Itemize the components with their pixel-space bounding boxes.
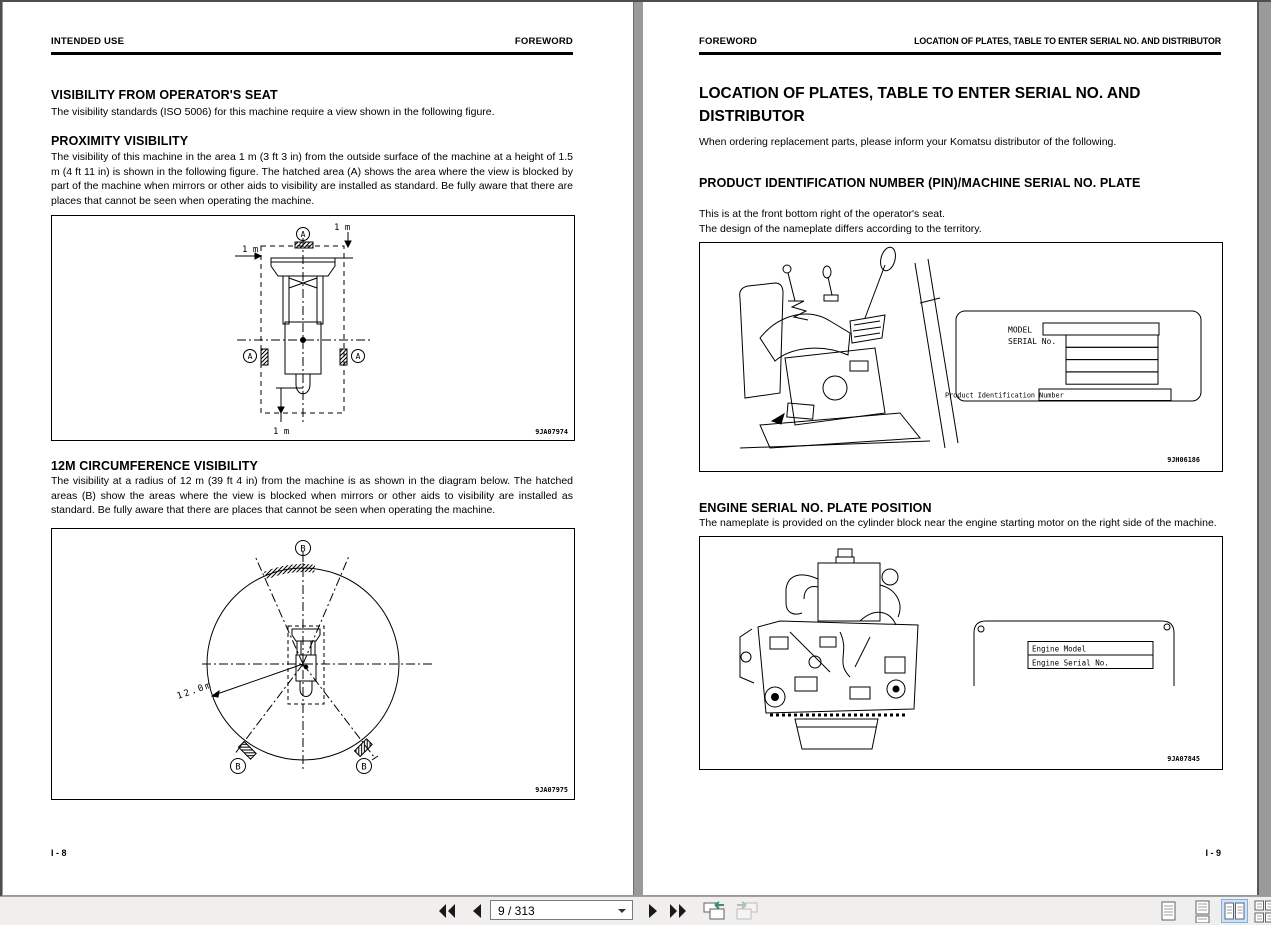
fig3-code: 9JH06186	[1167, 456, 1200, 464]
header-right-text: LOCATION OF PLATES, TABLE TO ENTER SERIAL NO. AND DISTRIBUTOR	[914, 36, 1221, 46]
proximity-diagram	[52, 216, 574, 440]
document-page-left	[3, 2, 634, 895]
fig2-label-b-bl: B	[235, 762, 241, 773]
page-number-left: I - 8	[51, 848, 67, 858]
pin-plate-line2: The design of the nameplate differs according to the territory.	[699, 223, 982, 235]
console-drawing	[740, 246, 1201, 448]
pin-plate-line1: This is at the front bottom right of the operator's seat.	[699, 208, 945, 220]
running-header	[699, 36, 1221, 47]
section-title-12m: 12M CIRCUMFERENCE VISIBILITY	[51, 459, 258, 473]
previous-view-icon	[701, 900, 727, 922]
fig2-label-b-top: B	[300, 544, 306, 555]
previous-page-icon	[471, 903, 483, 919]
fig1-dim-bottom: 1 m	[273, 427, 290, 437]
header-rule	[699, 52, 1221, 55]
fig4-code: 9JA07845	[1167, 755, 1200, 763]
first-page-icon	[437, 903, 457, 919]
fig3-serial-label: SERIAL No.	[1008, 337, 1057, 346]
document-page-right	[643, 2, 1259, 895]
previous-view-button[interactable]	[700, 900, 728, 922]
section-title-pin-plate: PRODUCT IDENTIFICATION NUMBER (PIN)/MACHINE SERIAL NO. PLATE	[699, 176, 1141, 190]
page-number-right: I - 9	[1205, 848, 1221, 858]
fig3-pin-label: Product Identification Number	[945, 391, 1064, 400]
last-page-icon	[668, 903, 688, 919]
header-left-text: FOREWORD	[699, 36, 758, 47]
section-body-proximity: The visibility of this machine in the area 1 m (3 ft 3 in) from the outside surface of the machine at a height of 1.5 m (4 ft 11 in) is shown in the following figure. The hatched area (A) shows the area where the view is blocked by part of the machine when mirrors or other aids to visibility are installed as standard. Be fully aware that there are places that cannot be seen when operating the machine.	[51, 151, 573, 207]
last-page-button[interactable]	[666, 900, 690, 922]
previous-page-button[interactable]	[465, 900, 489, 922]
section-body-12m: The visibility at a radius of 12 m (39 ft 4 in) from the machine is as shown in the diagram below. The hatched areas (B) show the areas where the view is blocked when mirrors or other aids to visibility are installed as standard. Be fully aware that there are places that cannot be seen when operating the machine.	[51, 475, 573, 517]
view-single-page-button[interactable]	[1155, 899, 1182, 923]
fig3-model-label: MODEL	[1008, 325, 1033, 335]
page-indicator-value: 9 / 313	[498, 904, 535, 918]
next-view-button[interactable]	[733, 900, 761, 922]
fig1-label-a-left: A	[247, 352, 253, 361]
fig2-code: 9JA07975	[535, 786, 568, 794]
fig2-label-b-br: B	[361, 762, 367, 773]
continuous-facing-pages-icon	[1253, 899, 1271, 923]
chapter-title: LOCATION OF PLATES, TABLE TO ENTER SERIAL NO. AND DISTRIBUTOR	[699, 85, 1141, 125]
engine-drawing	[740, 549, 1174, 749]
header-left-text: INTENDED USE	[51, 36, 125, 47]
page-indicator-combobox[interactable]	[490, 900, 633, 920]
fig1-label-a-right: A	[355, 352, 361, 361]
section-title-visibility: VISIBILITY FROM OPERATOR'S SEAT	[51, 88, 278, 102]
view-continuous-facing-button[interactable]	[1252, 899, 1271, 923]
viewer-toolbar	[0, 896, 1271, 925]
fig4-engine-serial-label: Engine Serial No.	[1032, 658, 1109, 668]
running-header	[51, 36, 573, 47]
header-right-text: FOREWORD	[514, 36, 573, 47]
section-body-visibility: The visibility standards (ISO 5006) for this machine require a view shown in the following figure.	[51, 106, 495, 118]
header-rule	[51, 52, 573, 55]
section-title-engine-plate: ENGINE SERIAL NO. PLATE POSITION	[699, 501, 932, 515]
fig1-code: 9JA07974	[535, 428, 568, 436]
figure-12m-visibility	[51, 528, 575, 800]
figure-proximity-visibility	[51, 215, 575, 441]
next-page-button[interactable]	[641, 900, 665, 922]
continuous-pages-icon	[1190, 899, 1215, 923]
fig2-radius-label: 12.0m	[175, 680, 215, 702]
section-title-proximity: PROXIMITY VISIBILITY	[51, 134, 189, 148]
single-page-icon	[1156, 899, 1181, 923]
view-facing-pages-button[interactable]	[1221, 899, 1248, 923]
fig1-dim-top-right: 1 m	[334, 223, 351, 233]
figure-pin-plate	[699, 242, 1223, 472]
pin-plate-diagram	[700, 243, 1222, 471]
facing-pages-icon	[1222, 899, 1247, 923]
first-page-button[interactable]	[435, 900, 459, 922]
fig1-dim-top-left: 1 m	[242, 245, 259, 255]
engine-plate-diagram	[700, 537, 1222, 769]
fig1-label-a-top: A	[300, 230, 306, 239]
figure-engine-plate	[699, 536, 1223, 770]
chevron-down-icon	[618, 909, 626, 913]
circumference-drawing	[202, 541, 434, 774]
proximity-drawing	[235, 228, 372, 425]
chapter-intro: When ordering replacement parts, please inform your Komatsu distributor of the following.	[699, 136, 1117, 148]
next-view-icon	[734, 900, 760, 922]
engine-plate-body: The nameplate is provided on the cylinder block near the engine starting motor on the right side of the machine.	[699, 517, 1217, 529]
next-page-icon	[647, 903, 659, 919]
circumference-diagram	[52, 529, 574, 799]
fig4-engine-model-label: Engine Model	[1032, 644, 1087, 654]
view-continuous-button[interactable]	[1189, 899, 1216, 923]
